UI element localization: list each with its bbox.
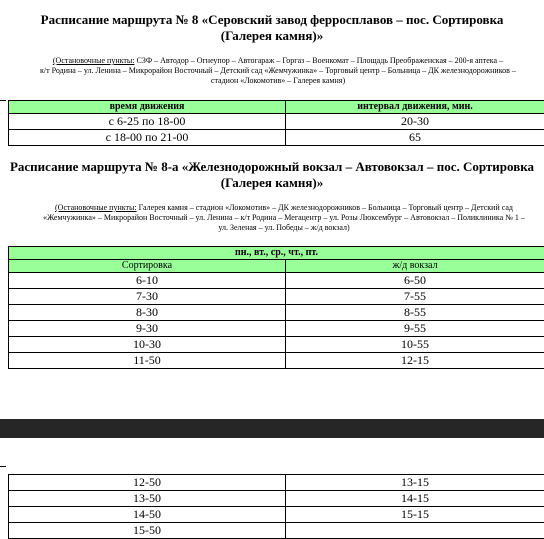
route8a-schedule-table-continued: [8, 474, 544, 539]
table-cell: 10-55: [286, 337, 544, 353]
table-cell: 9-55: [286, 321, 544, 337]
table-cell: 6-10: [9, 273, 286, 289]
route8a-schedule-table: [8, 246, 544, 369]
table-row: [9, 130, 544, 146]
table-row: [9, 523, 544, 539]
header-cell-time: время движения: [9, 101, 286, 114]
route8a-stops-line1: Галерея камня – стадион «Локомотив» – ДК железнодорожников – Больница – Торговый центр – Детский сад: [136, 203, 513, 212]
table-row: [9, 491, 544, 507]
table-cell: 7-55: [286, 289, 544, 305]
table-days-row: [9, 247, 544, 260]
table-cell: 9-30: [9, 321, 286, 337]
header-cell-station: ж/д вокзал: [286, 260, 544, 273]
route8-stops-line1: СЗФ – Автодор – Огнеупор – Автогараж – Горгаз – Военкомат – Площадь Преображенская – 200-я аптека –: [134, 56, 504, 65]
table-row: [9, 305, 544, 321]
table-row: [9, 507, 544, 523]
route8-stops-line2: к/т Родина – ул. Ленина – Микрорайон Восточный – Детский сад «Жемчужинка» – Торговый центр – Больница – ДК железнодорожников –: [40, 66, 516, 75]
header-cell-interval: интервал движения, мин.: [286, 101, 544, 114]
route8-title: [0, 12, 544, 44]
table-row: [9, 114, 544, 130]
table-cell: 11-50: [9, 353, 286, 369]
table-row: [9, 321, 544, 337]
route8a-stops-label: (Остановочные пункты:: [55, 203, 137, 212]
table-cell: 65: [286, 130, 544, 146]
table-cell: с 6-25 по 18-00: [9, 114, 286, 130]
table-cell: 15-15: [286, 507, 544, 523]
table-cell: [286, 523, 544, 539]
route8a-stops: [24, 203, 544, 233]
route8-title-line2: (Галерея камня)»: [220, 28, 324, 43]
page-break-band: [0, 419, 544, 438]
table-header-row: [9, 101, 544, 114]
table-row: [9, 289, 544, 305]
table-cell: 8-30: [9, 305, 286, 321]
header-cell-days: пн., вт., ср., чт., пт.: [9, 247, 544, 260]
table-edge-stub: [0, 466, 6, 467]
route8a-stops-line2: «Жемчужинка» – Микрорайон Восточный – ул. Ленина – к/т Родина – Мегацентр – ул. Розы Люксембург – Автовокзал – Поликлиника № 1 –: [43, 213, 525, 222]
table-cell: 20-30: [286, 114, 544, 130]
table-cell: 13-15: [286, 475, 544, 491]
route8a-title-line2: (Галерея камня)»: [220, 175, 324, 190]
table-edge-stub: [0, 100, 6, 101]
route8-stops-label: (Остановочные пункты:: [52, 56, 135, 65]
table-cell: 12-15: [286, 353, 544, 369]
table-cell: 13-50: [9, 491, 286, 507]
route8a-title-line1: Расписание маршрута № 8-а «Железнодорожный вокзал – Автовокзал – пос. Сортировка: [9, 159, 535, 174]
table-cell: 15-50: [9, 523, 286, 539]
route8a-title: [0, 159, 544, 191]
table-header-row: [9, 260, 544, 273]
table-row: [9, 475, 544, 491]
table-cell: 10-30: [9, 337, 286, 353]
route8-title-line1: Расписание маршрута № 8 «Серовский завод ферросплавов – пос. Сортировка: [40, 12, 504, 27]
table-row: [9, 273, 544, 289]
table-cell: 14-15: [286, 491, 544, 507]
header-cell-sortirovka: Сортировка: [9, 260, 286, 273]
route8a-stops-line3: ул. Зеленая – ул. Победы – ж/д вокзал): [218, 223, 350, 232]
table-cell: 6-50: [286, 273, 544, 289]
table-row: [9, 337, 544, 353]
route8-stops: [18, 56, 538, 86]
table-cell: 14-50: [9, 507, 286, 523]
table-cell: 12-50: [9, 475, 286, 491]
table-cell: 8-55: [286, 305, 544, 321]
table-cell: с 18-00 по 21-00: [9, 130, 286, 146]
route8-stops-line3: стадион «Локомотив» – Галерея камня): [210, 76, 346, 85]
table-cell: 7-30: [9, 289, 286, 305]
table-row: [9, 353, 544, 369]
route8-schedule-table: [8, 100, 544, 146]
